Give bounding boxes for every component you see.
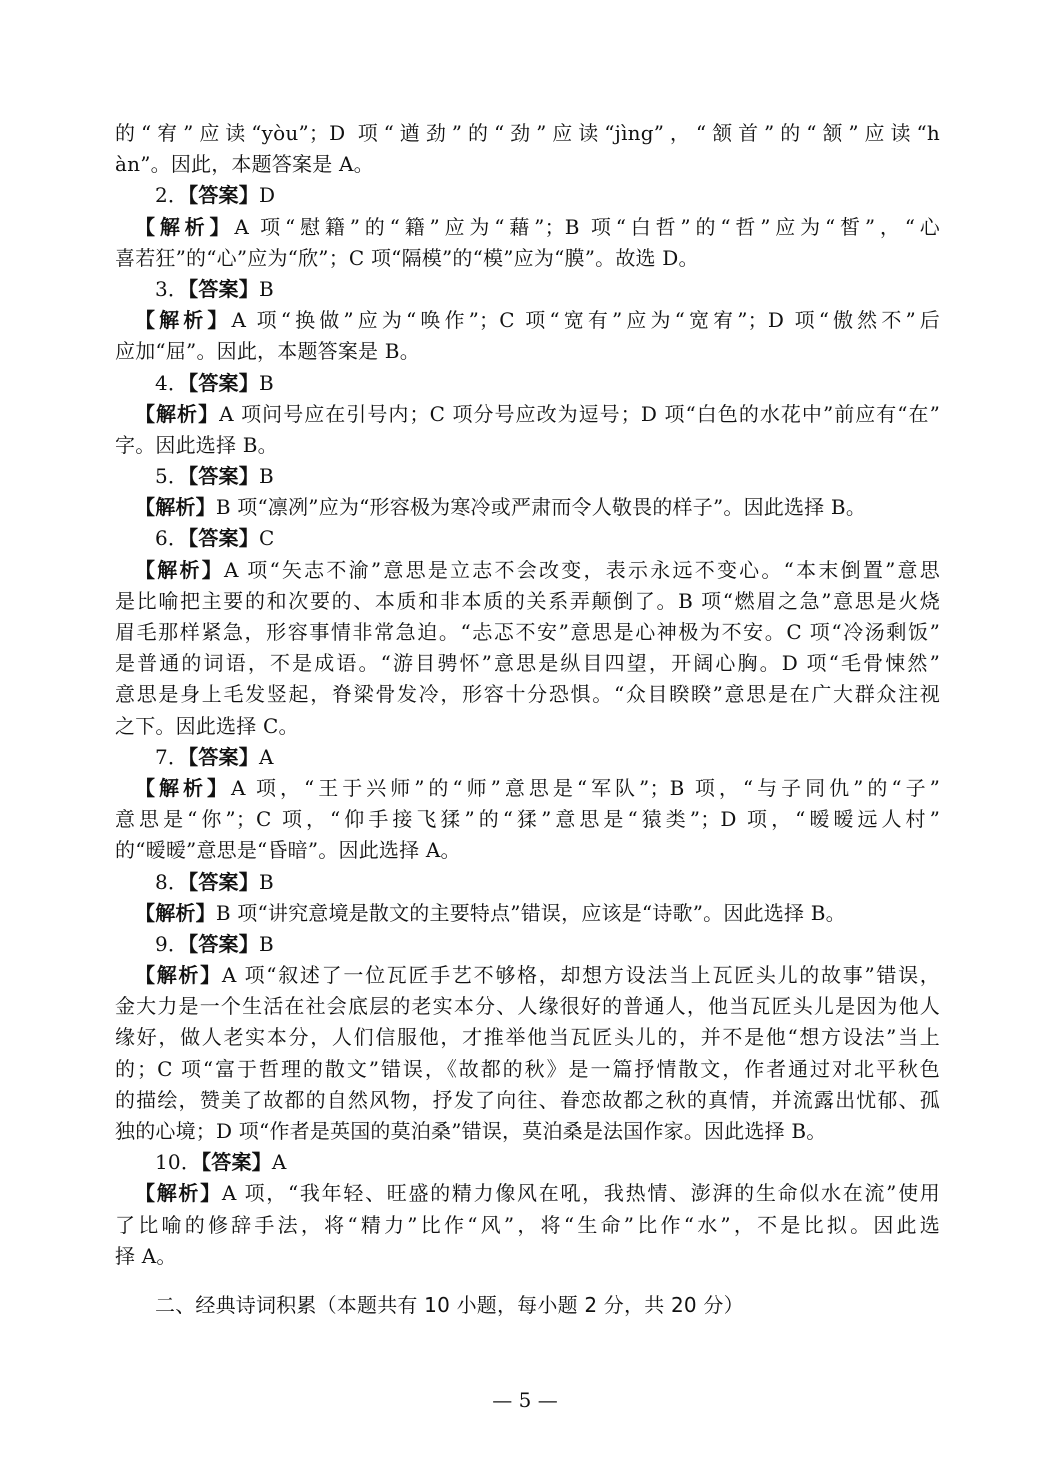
answer-label: 【答案】 bbox=[188, 464, 259, 489]
answer-item bbox=[115, 929, 940, 1147]
analysis-line bbox=[115, 773, 940, 804]
answer-line bbox=[115, 274, 940, 305]
analysis-text: 意思是“你”；C 项，“仰手接飞猱”的“猱”意思是“猿类”；D 项，“暧暧远人村” bbox=[115, 807, 940, 832]
answer-line bbox=[115, 523, 940, 554]
answer-value: B bbox=[258, 370, 274, 395]
analysis-text: 之下。因此选择 C。 bbox=[115, 713, 299, 738]
analysis-line bbox=[115, 991, 940, 1022]
analysis-line bbox=[115, 804, 940, 835]
analysis-text: B 项“凛冽”应为“形容极为寒冷或严肃而令人敬畏的样子”。因此选择 B。 bbox=[215, 495, 867, 520]
analysis-text: 金大力是一个生活在社会底层的老实本分、人缘很好的普通人，他当瓦匠头儿是因为他人 bbox=[115, 994, 940, 1019]
question-number: 8． bbox=[155, 869, 189, 894]
section-title: 二、经典诗词积累（本题共有 10 小题，每小题 2 分，共 20 分） bbox=[155, 1292, 744, 1317]
analysis-text: A 项“叙述了一位瓦匠手艺不够格，却想方设法当上瓦匠头儿的故事”错误， bbox=[221, 963, 940, 988]
question-number: 4． bbox=[155, 370, 189, 395]
answer-item bbox=[115, 274, 940, 368]
answer-label: 【答案】 bbox=[188, 869, 259, 894]
analysis-text: 应加“屈”。因此，本题答案是 B。 bbox=[115, 339, 420, 364]
analysis-line bbox=[115, 336, 940, 367]
question-number: 3． bbox=[155, 276, 189, 301]
answer-value: B bbox=[258, 931, 274, 956]
answer-line bbox=[115, 180, 940, 211]
analysis-line bbox=[115, 399, 940, 430]
analysis-text: 了比喻的修辞手法，将“精力”比作“风”，将“生命”比作“水”，不是比拟。因此选 bbox=[115, 1212, 940, 1237]
analysis-line bbox=[115, 711, 940, 742]
analysis-text: A 项“慰籍”的“籍”应为“藉”；B 项“白哲”的“哲”应为“皙”，“心 bbox=[234, 214, 940, 239]
page-number: — 5 — bbox=[492, 1388, 558, 1412]
answer-value: B bbox=[258, 464, 274, 489]
continuation-text bbox=[115, 118, 940, 180]
analysis-text: 的描绘，赞美了故都的自然风物，抒发了向往、眷恋故都之秋的真情，并流露出忧郁、孤 bbox=[115, 1087, 940, 1112]
analysis-line bbox=[115, 1054, 940, 1085]
answer-item bbox=[115, 180, 940, 274]
answer-label: 【答案】 bbox=[188, 183, 259, 208]
answer-line bbox=[115, 368, 940, 399]
analysis-line bbox=[115, 1022, 940, 1053]
answer-label: 【答案】 bbox=[201, 1150, 272, 1175]
analysis-text: A 项，“我年轻、旺盛的精力像风在吼，我热情、澎湃的生命似水在流”使用 bbox=[221, 1181, 940, 1206]
question-number: 10． bbox=[155, 1150, 202, 1175]
question-number: 9． bbox=[155, 931, 189, 956]
analysis-text: 的“暧暧”意思是“昏暗”。因此选择 A。 bbox=[115, 838, 461, 863]
answer-item bbox=[115, 368, 940, 462]
analysis-line bbox=[115, 212, 940, 243]
analysis-line bbox=[115, 243, 940, 274]
answer-item bbox=[115, 1147, 940, 1272]
question-number: 2． bbox=[155, 183, 189, 208]
answer-value: B bbox=[258, 276, 274, 301]
answer-label: 【答案】 bbox=[188, 526, 259, 551]
analysis-text: A 项“换做”应为“唤作”；C 项“宽有”应为“宽宥”；D 项“傲然不”后 bbox=[231, 308, 940, 333]
answer-label: 【答案】 bbox=[188, 931, 259, 956]
analysis-line bbox=[115, 617, 940, 648]
question-number: 7． bbox=[155, 744, 189, 769]
answer-item bbox=[115, 461, 940, 523]
answer-value: C bbox=[258, 526, 275, 551]
continuation-line: àn”。因此，本题答案是 A。 bbox=[115, 152, 374, 177]
answer-label: 【答案】 bbox=[188, 744, 259, 769]
analysis-label: 【解析】 bbox=[135, 557, 224, 582]
analysis-label: 【解析】 bbox=[135, 495, 216, 520]
analysis-text: 独的心境；D 项“作者是英国的莫泊桑”错误，莫泊桑是法国作家。因此选择 B。 bbox=[115, 1119, 827, 1143]
answer-line bbox=[115, 867, 940, 898]
analysis-text: 的；C 项“富于哲理的散文”错误，《故都的秋》是一篇抒情散文，作者通过对北平秋色 bbox=[115, 1056, 940, 1081]
answer-value: B bbox=[258, 869, 274, 894]
analysis-line bbox=[115, 898, 940, 929]
continuation-line: 的“宥”应读“yòu”；D 项“遒劲”的“劲”应读“jìng”，“颔首”的“颔”应读“h bbox=[115, 121, 940, 145]
analysis-text: 眉毛那样紧急，形容事情非常急迫。“忐忑不安”意思是心神极为不安。C 项“冷汤剩饭” bbox=[115, 620, 940, 644]
answer-label: 【答案】 bbox=[188, 370, 259, 395]
analysis-line bbox=[115, 679, 940, 710]
answer-line bbox=[115, 461, 940, 492]
answer-label: 【答案】 bbox=[188, 276, 259, 301]
answer-item bbox=[115, 742, 940, 867]
analysis-label: 【解析】 bbox=[135, 1181, 222, 1206]
analysis-line bbox=[115, 835, 940, 866]
answer-value: D bbox=[258, 183, 276, 208]
answer-item bbox=[115, 523, 940, 741]
analysis-line bbox=[115, 586, 940, 617]
answer-item bbox=[115, 867, 940, 929]
analysis-label: 【解析】 bbox=[135, 900, 216, 925]
analysis-text: A 项“矢志不渝”意思是立志不会改变，表示永远不变心。“本末倒置”意思 bbox=[223, 557, 940, 582]
analysis-line bbox=[115, 1116, 940, 1147]
analysis-text: 择 A。 bbox=[115, 1243, 177, 1268]
document-body bbox=[115, 118, 940, 1321]
analysis-text: 是普通的词语，不是成语。“游目骋怀”意思是纵目四望，开阔心胸。D 项“毛骨悚然” bbox=[115, 651, 940, 676]
question-number: 6． bbox=[155, 526, 189, 551]
analysis-label: 【解析】 bbox=[135, 775, 231, 800]
analysis-line bbox=[115, 305, 940, 336]
answer-line bbox=[115, 929, 940, 960]
analysis-line bbox=[115, 1085, 940, 1116]
answer-value: A bbox=[258, 744, 274, 769]
analysis-text: 意思是身上毛发竖起，脊梁骨发冷，形容十分恐惧。“众目睽睽”意思是在广大群众注视 bbox=[115, 682, 940, 707]
analysis-text: B 项“讲究意境是散文的主要特点”错误，应该是“诗歌”。因此选择 B。 bbox=[215, 900, 846, 925]
analysis-label: 【解析】 bbox=[135, 963, 222, 988]
analysis-text: 字。因此选择 B。 bbox=[115, 432, 278, 457]
analysis-line bbox=[115, 1210, 940, 1241]
analysis-line bbox=[115, 555, 940, 586]
analysis-line bbox=[115, 648, 940, 679]
analysis-text: A 项，“王于兴师”的“师”意思是“军队”；B 项，“与子同仇”的“子” bbox=[231, 775, 940, 800]
question-number: 5． bbox=[155, 464, 189, 489]
analysis-line bbox=[115, 960, 940, 991]
analysis-line bbox=[115, 430, 940, 461]
analysis-label: 【解析】 bbox=[135, 401, 220, 426]
analysis-text: 是比喻把主要的和次要的、本质和非本质的关系弄颠倒了。B 项“燃眉之急”意思是火烧 bbox=[115, 588, 940, 613]
analysis-label: 【解析】 bbox=[135, 308, 232, 333]
analysis-line bbox=[115, 1241, 940, 1272]
analysis-line bbox=[115, 492, 940, 523]
answer-list bbox=[115, 180, 940, 1272]
answer-line bbox=[115, 742, 940, 773]
analysis-label: 【解析】 bbox=[135, 214, 235, 239]
analysis-text: 缘好，做人老实本分，人们信服他，才推举他当瓦匠头儿的，并不是他“想方设法”当上 bbox=[115, 1025, 940, 1050]
analysis-text: 喜若狂”的“心”应为“欣”；C 项“隔模”的“模”应为“膜”。故选 D。 bbox=[115, 245, 699, 270]
analysis-line bbox=[115, 1178, 940, 1209]
answer-line bbox=[115, 1147, 940, 1178]
analysis-text: A 项问号应在引号内；C 项分号应改为逗号；D 项“白色的水花中”前应有“在” bbox=[219, 401, 940, 426]
answer-value: A bbox=[271, 1150, 287, 1175]
